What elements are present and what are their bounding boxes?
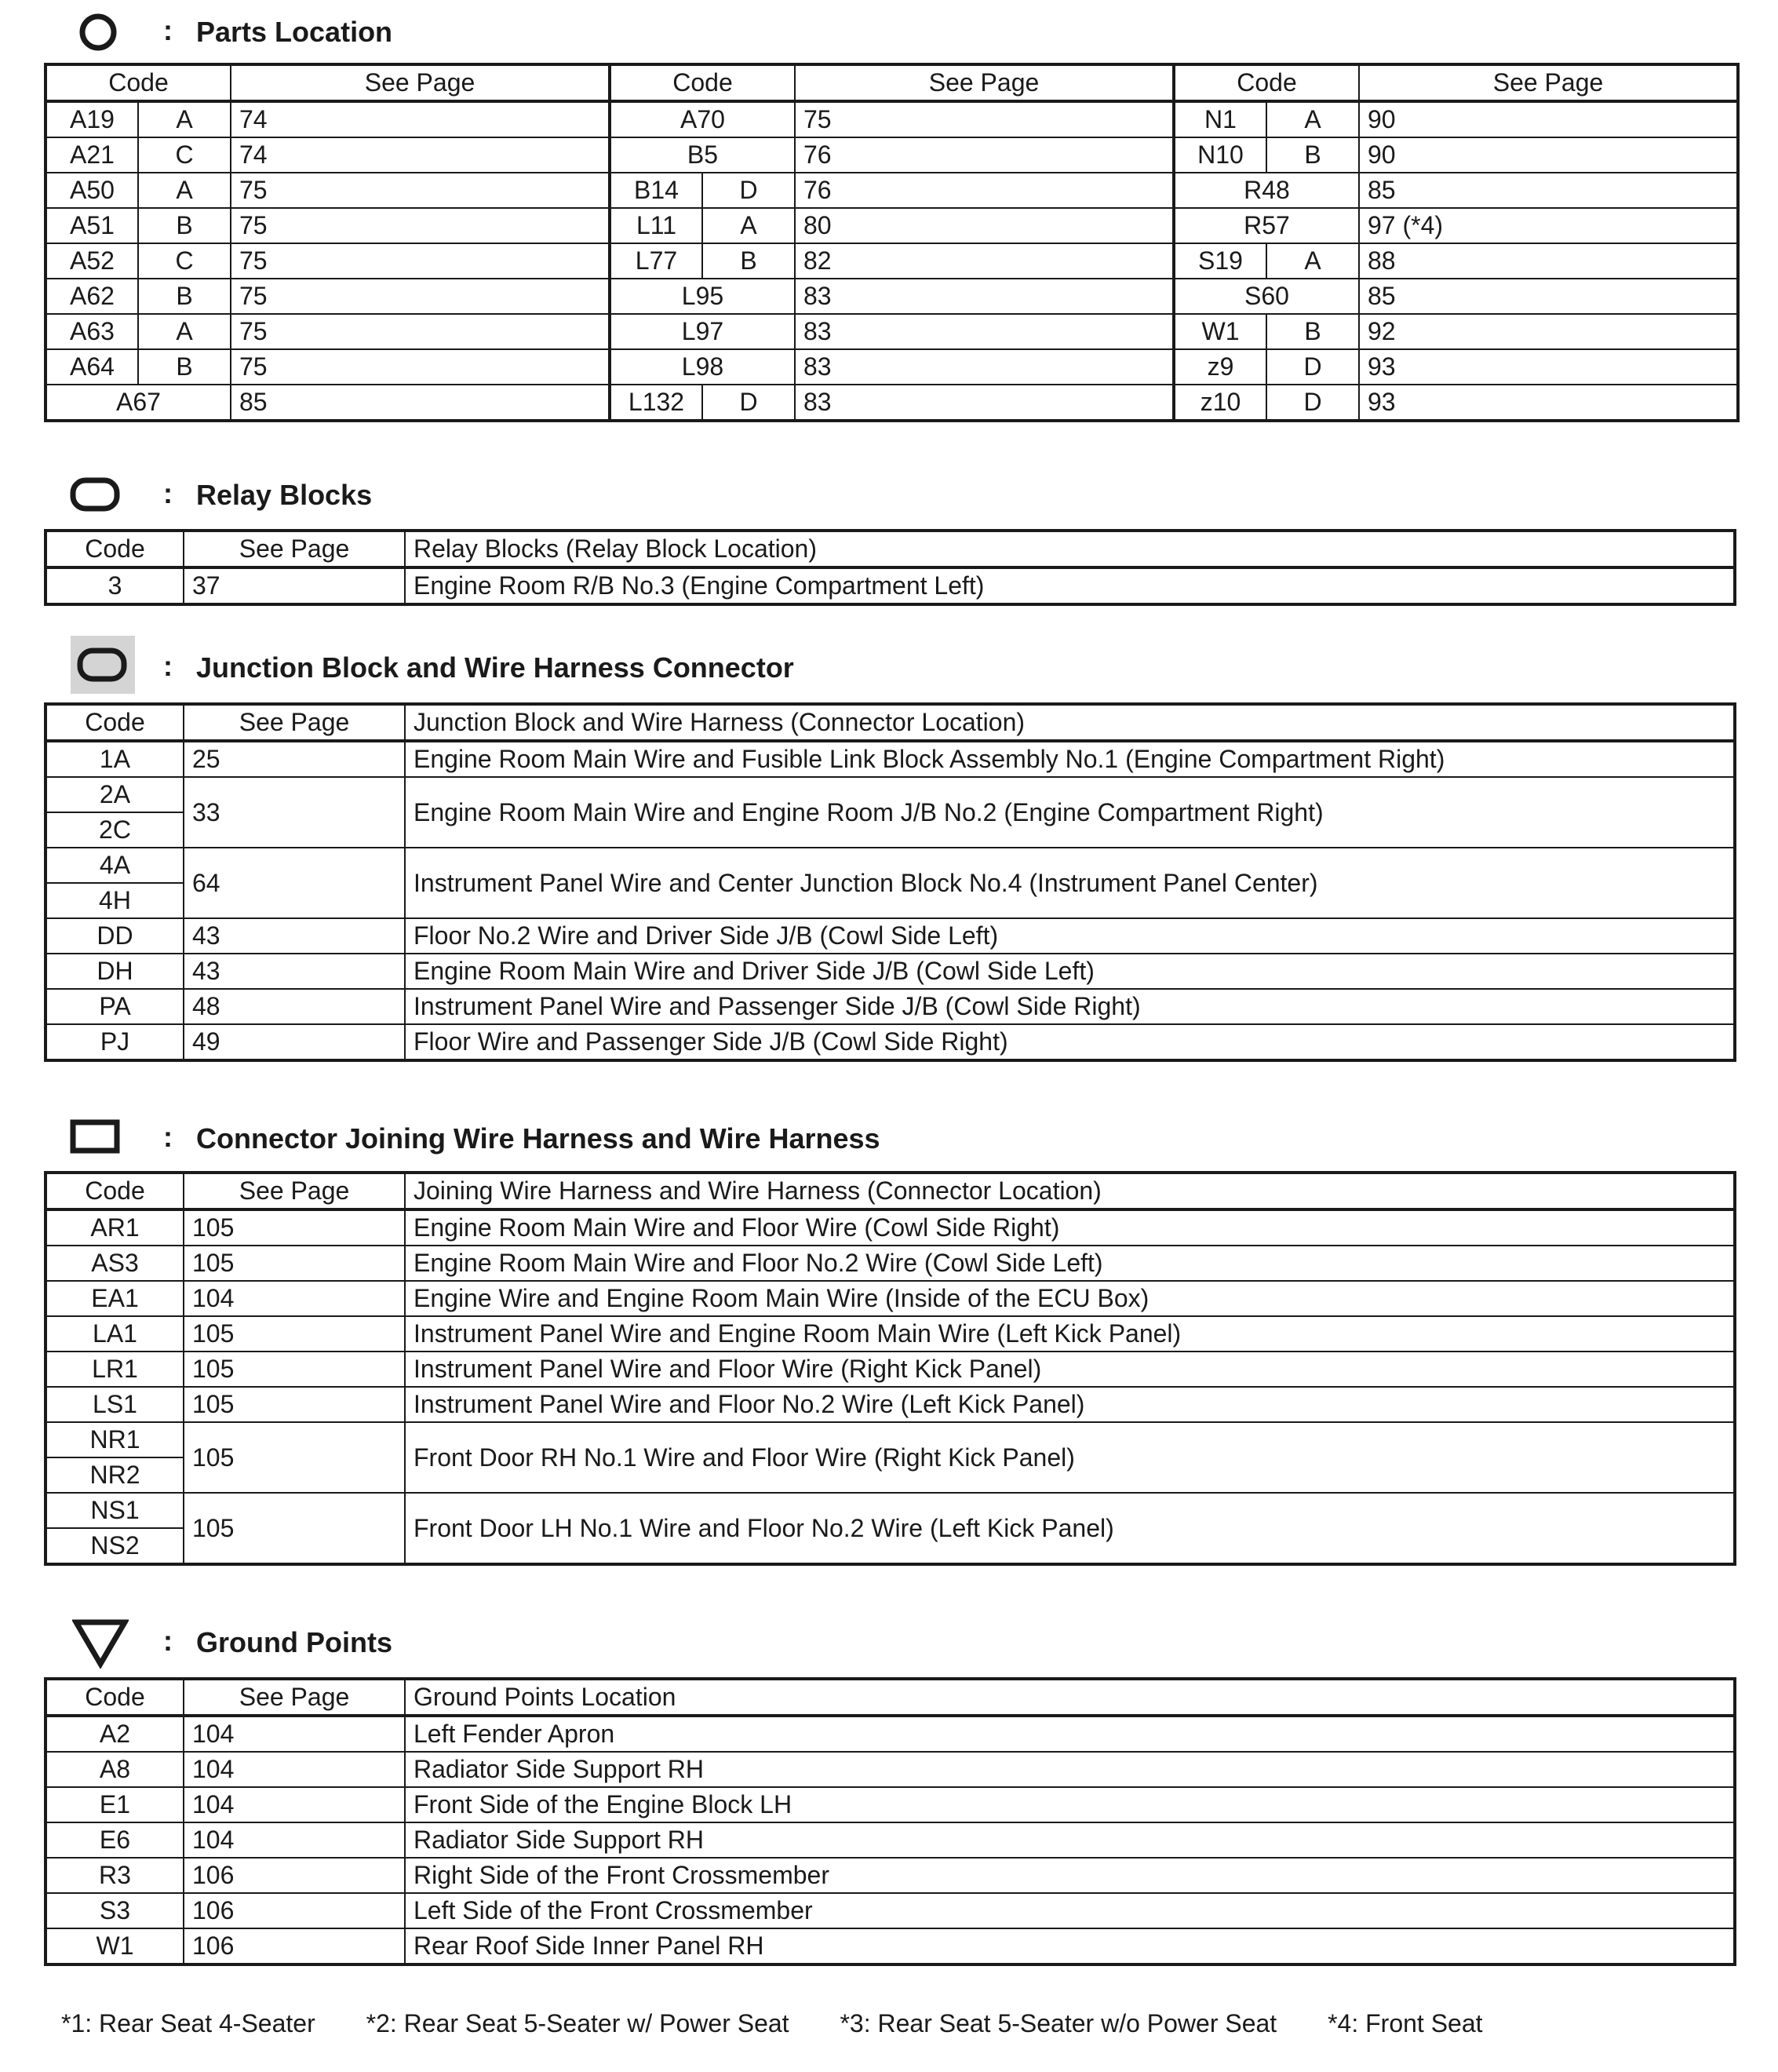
- table-row: [46, 1024, 1735, 1060]
- code-cell: PJ: [46, 1024, 184, 1060]
- page-cell: 49: [184, 1024, 405, 1060]
- page-cell: 106: [184, 1928, 405, 1964]
- location-cell: Engine Room Main Wire and Engine Room J/B No.2 (Engine Compartment Right): [405, 777, 1735, 848]
- code-cell: W1: [46, 1928, 184, 1964]
- table-row: [46, 173, 1738, 208]
- section-title: Relay Blocks: [196, 479, 373, 511]
- column-header: Code: [46, 64, 231, 101]
- table-row: [46, 567, 1735, 604]
- page-cell: 106: [184, 1858, 405, 1893]
- table-row: [46, 349, 1738, 385]
- header-row: [46, 1679, 1735, 1716]
- table-row: [46, 1387, 1735, 1422]
- location-cell: Engine Room Main Wire and Floor No.2 Wire (Cowl Side Left): [405, 1246, 1735, 1281]
- table-row: [46, 1787, 1735, 1822]
- table-row: [46, 741, 1735, 777]
- column-header: See Page: [1359, 64, 1738, 101]
- code-cell: A51: [46, 208, 138, 243]
- column-header: See Page: [231, 64, 610, 101]
- page-cell: 97 (*4): [1359, 208, 1738, 243]
- page-cell: 105: [184, 1209, 405, 1246]
- table-row: [46, 1493, 1735, 1528]
- relay-blocks-header: [0, 463, 1778, 526]
- table-row: [46, 848, 1735, 883]
- page-cell: 105: [184, 1352, 405, 1387]
- table-row: [46, 208, 1738, 243]
- page-cell: 92: [1359, 314, 1738, 349]
- code-cell: E6: [46, 1822, 184, 1858]
- footnote: *4: Front Seat: [1328, 2009, 1483, 2037]
- page-cell: 85: [231, 385, 610, 421]
- location-cell: Left Side of the Front Crossmember: [405, 1893, 1735, 1928]
- table-row: [46, 137, 1738, 173]
- connector-letter-cell: A: [1266, 101, 1359, 137]
- location-cell: Engine Room R/B No.3 (Engine Compartment Left): [405, 567, 1735, 604]
- header-row: [46, 64, 1738, 101]
- location-cell: Front Side of the Engine Block LH: [405, 1787, 1735, 1822]
- table-row: [46, 1316, 1735, 1352]
- table-row: [46, 1858, 1735, 1893]
- code-cell: LR1: [46, 1352, 184, 1387]
- triangle-down-icon: [72, 1618, 129, 1669]
- column-header: Ground Points Location: [405, 1679, 1735, 1716]
- table-row: [46, 385, 1738, 421]
- connector-letter-cell: A: [1266, 243, 1359, 279]
- code-cell: L77: [610, 243, 702, 279]
- page-cell: 74: [231, 101, 610, 137]
- column-header: Code: [46, 531, 184, 567]
- connector-table: [44, 1171, 1736, 1566]
- page-cell: 104: [184, 1752, 405, 1787]
- location-cell: Rear Roof Side Inner Panel RH: [405, 1928, 1735, 1964]
- page-cell: 75: [231, 279, 610, 314]
- code-cell: L97: [610, 314, 795, 349]
- page-cell: 43: [184, 954, 405, 989]
- connector-letter-cell: B: [702, 243, 795, 279]
- code-cell: N1: [1174, 101, 1266, 137]
- connector-letter-cell: B: [138, 208, 231, 243]
- code-cell: DD: [46, 918, 184, 954]
- code-cell: S19: [1174, 243, 1266, 279]
- table-row: [46, 954, 1735, 989]
- code-cell: 4A: [46, 848, 184, 883]
- connector-letter-cell: D: [702, 173, 795, 208]
- connector-letter-cell: A: [702, 208, 795, 243]
- page-cell: 93: [1359, 349, 1738, 385]
- column-header: See Page: [795, 64, 1174, 101]
- table-row: [46, 243, 1738, 279]
- code-cell: A21: [46, 137, 138, 173]
- page-cell: 83: [795, 279, 1174, 314]
- table-row: [46, 279, 1738, 314]
- column-header: Relay Blocks (Relay Block Location): [405, 531, 1735, 567]
- code-cell: R3: [46, 1858, 184, 1893]
- code-cell: A62: [46, 279, 138, 314]
- code-cell: 2C: [46, 812, 184, 848]
- section-title: Parts Location: [196, 16, 393, 48]
- code-cell: AR1: [46, 1209, 184, 1246]
- page-cell: 75: [795, 101, 1174, 137]
- code-cell: L95: [610, 279, 795, 314]
- code-cell: A64: [46, 349, 138, 385]
- location-cell: Engine Wire and Engine Room Main Wire (Inside of the ECU Box): [405, 1281, 1735, 1316]
- code-cell: A70: [610, 101, 795, 137]
- table-row: [46, 1928, 1735, 1964]
- table-row: [46, 1352, 1735, 1387]
- location-cell: Radiator Side Support RH: [405, 1822, 1735, 1858]
- page-cell: 104: [184, 1281, 405, 1316]
- page-cell: 83: [795, 314, 1174, 349]
- column-header: Code: [46, 704, 184, 741]
- code-cell: 3: [46, 567, 184, 604]
- page-cell: 104: [184, 1787, 405, 1822]
- page-cell: 80: [795, 208, 1174, 243]
- connector-letter-cell: A: [138, 314, 231, 349]
- connector-header: [0, 1107, 1778, 1169]
- code-cell: A67: [46, 385, 231, 421]
- parts-location-table: [44, 63, 1740, 422]
- code-cell: NS1: [46, 1493, 184, 1528]
- page-cell: 105: [184, 1316, 405, 1352]
- page-cell: 88: [1359, 243, 1738, 279]
- table-row: [46, 101, 1738, 137]
- location-cell: Left Fender Apron: [405, 1716, 1735, 1752]
- code-cell: z9: [1174, 349, 1266, 385]
- parts-location-header: [0, 0, 1778, 63]
- code-cell: LS1: [46, 1387, 184, 1422]
- code-cell: NR2: [46, 1457, 184, 1493]
- column-header: Code: [610, 64, 795, 101]
- page-cell: 85: [1359, 173, 1738, 208]
- column-header: See Page: [184, 1173, 405, 1209]
- location-cell: Front Door RH No.1 Wire and Floor Wire (Right Kick Panel): [405, 1422, 1735, 1493]
- code-cell: 1A: [46, 741, 184, 777]
- page-cell: 90: [1359, 137, 1738, 173]
- shaded-rounded-rect-icon: [71, 636, 135, 694]
- table-row: [46, 989, 1735, 1024]
- header-row: [46, 704, 1735, 741]
- header-row: [46, 1173, 1735, 1209]
- location-cell: Floor Wire and Passenger Side J/B (Cowl Side Right): [405, 1024, 1735, 1060]
- code-cell: z10: [1174, 385, 1266, 421]
- page-cell: 85: [1359, 279, 1738, 314]
- section-title: Ground Points: [196, 1626, 392, 1658]
- page-cell: 75: [231, 349, 610, 385]
- table-row: [46, 1752, 1735, 1787]
- table-row: [46, 1716, 1735, 1752]
- page-cell: 75: [231, 314, 610, 349]
- section-title: Junction Block and Wire Harness Connector: [196, 651, 794, 684]
- code-cell: A2: [46, 1716, 184, 1752]
- page-cell: 76: [795, 137, 1174, 173]
- section-colon: :: [163, 477, 173, 509]
- page-cell: 104: [184, 1822, 405, 1858]
- code-cell: PA: [46, 989, 184, 1024]
- code-cell: 4H: [46, 883, 184, 918]
- page-cell: 93: [1359, 385, 1738, 421]
- code-cell: W1: [1174, 314, 1266, 349]
- page-cell: 48: [184, 989, 405, 1024]
- table-row: [46, 314, 1738, 349]
- column-header: Joining Wire Harness and Wire Harness (Connector Location): [405, 1173, 1735, 1209]
- code-cell: LA1: [46, 1316, 184, 1352]
- footnote: *2: Rear Seat 5-Seater w/ Power Seat: [366, 2009, 789, 2037]
- page-cell: 104: [184, 1716, 405, 1752]
- relay-blocks-table: [44, 529, 1736, 606]
- page-cell: 106: [184, 1893, 405, 1928]
- location-cell: Engine Room Main Wire and Driver Side J/B (Cowl Side Left): [405, 954, 1735, 989]
- code-cell: A63: [46, 314, 138, 349]
- table-row: [46, 1422, 1735, 1457]
- column-header: See Page: [184, 531, 405, 567]
- code-cell: L11: [610, 208, 702, 243]
- section-colon: :: [163, 650, 173, 682]
- table-row: [46, 1209, 1735, 1246]
- location-cell: Right Side of the Front Crossmember: [405, 1858, 1735, 1893]
- page-cell: 33: [184, 777, 405, 848]
- table-row: [46, 1281, 1735, 1316]
- page-cell: 37: [184, 567, 405, 604]
- page-cell: 90: [1359, 101, 1738, 137]
- footnote: *3: Rear Seat 5-Seater w/o Power Seat: [840, 2009, 1277, 2037]
- circle-icon: [78, 13, 118, 52]
- column-header: Code: [46, 1679, 184, 1716]
- column-header: See Page: [184, 1679, 405, 1716]
- rectangle-icon: [69, 1118, 122, 1157]
- code-cell: EA1: [46, 1281, 184, 1316]
- page-cell: 75: [231, 208, 610, 243]
- connector-letter-cell: B: [1266, 137, 1359, 173]
- page-cell: 64: [184, 848, 405, 918]
- column-header: See Page: [184, 704, 405, 741]
- code-cell: R57: [1174, 208, 1359, 243]
- connector-letter-cell: B: [138, 279, 231, 314]
- location-cell: Front Door LH No.1 Wire and Floor No.2 Wire (Left Kick Panel): [405, 1493, 1735, 1564]
- header-row: [46, 531, 1735, 567]
- page-cell: 76: [795, 173, 1174, 208]
- location-cell: Radiator Side Support RH: [405, 1752, 1735, 1787]
- page-cell: 105: [184, 1246, 405, 1281]
- junction-block-table: [44, 702, 1736, 1062]
- location-cell: Floor No.2 Wire and Driver Side J/B (Cowl Side Left): [405, 918, 1735, 954]
- page-cell: 75: [231, 243, 610, 279]
- table-row: [46, 777, 1735, 812]
- connector-letter-cell: C: [138, 243, 231, 279]
- code-cell: B5: [610, 137, 795, 173]
- code-cell: L132: [610, 385, 702, 421]
- code-cell: E1: [46, 1787, 184, 1822]
- location-cell: Engine Room Main Wire and Floor Wire (Cowl Side Right): [405, 1209, 1735, 1246]
- connector-letter-cell: A: [138, 173, 231, 208]
- section-colon: :: [163, 14, 173, 46]
- code-cell: NR1: [46, 1422, 184, 1457]
- code-cell: B14: [610, 173, 702, 208]
- junction-block-header: [0, 636, 1778, 699]
- page-cell: 105: [184, 1422, 405, 1493]
- column-header: Code: [1174, 64, 1359, 101]
- page-cell: 74: [231, 137, 610, 173]
- code-cell: N10: [1174, 137, 1266, 173]
- code-cell: AS3: [46, 1246, 184, 1281]
- connector-letter-cell: B: [1266, 314, 1359, 349]
- page-cell: 105: [184, 1493, 405, 1564]
- location-cell: Instrument Panel Wire and Engine Room Main Wire (Left Kick Panel): [405, 1316, 1735, 1352]
- code-cell: A50: [46, 173, 138, 208]
- code-cell: DH: [46, 954, 184, 989]
- page-cell: 43: [184, 918, 405, 954]
- table-row: [46, 1893, 1735, 1928]
- location-cell: Instrument Panel Wire and Floor Wire (Right Kick Panel): [405, 1352, 1735, 1387]
- footnote: *1: Rear Seat 4-Seater: [61, 2009, 315, 2037]
- table-row: [46, 1246, 1735, 1281]
- location-cell: Instrument Panel Wire and Center Junction Block No.4 (Instrument Panel Center): [405, 848, 1735, 918]
- code-cell: NS2: [46, 1528, 184, 1564]
- page-cell: 82: [795, 243, 1174, 279]
- connector-letter-cell: A: [138, 101, 231, 137]
- code-cell: S3: [46, 1893, 184, 1928]
- page-cell: 25: [184, 741, 405, 777]
- ground-points-table: [44, 1677, 1736, 1966]
- page-cell: 75: [231, 173, 610, 208]
- ground-points-header: [0, 1611, 1778, 1673]
- footnotes: [61, 2009, 1756, 2038]
- table-row: [46, 918, 1735, 954]
- page-cell: 105: [184, 1387, 405, 1422]
- connector-letter-cell: D: [1266, 349, 1359, 385]
- code-cell: R48: [1174, 173, 1359, 208]
- code-cell: A52: [46, 243, 138, 279]
- code-cell: L98: [610, 349, 795, 385]
- connector-letter-cell: B: [138, 349, 231, 385]
- table-row: [46, 1822, 1735, 1858]
- rounded-rect-icon: [69, 476, 122, 515]
- connector-letter-cell: D: [1266, 385, 1359, 421]
- connector-letter-cell: C: [138, 137, 231, 173]
- page-cell: 83: [795, 385, 1174, 421]
- location-cell: Instrument Panel Wire and Floor No.2 Wire (Left Kick Panel): [405, 1387, 1735, 1422]
- location-cell: Engine Room Main Wire and Fusible Link Block Assembly No.1 (Engine Compartment Right): [405, 741, 1735, 777]
- section-colon: :: [163, 1625, 173, 1657]
- code-cell: 2A: [46, 777, 184, 812]
- column-header: Code: [46, 1173, 184, 1209]
- section-title: Connector Joining Wire Harness and Wire Harness: [196, 1122, 880, 1155]
- location-cell: Instrument Panel Wire and Passenger Side J/B (Cowl Side Right): [405, 989, 1735, 1024]
- page-cell: 83: [795, 349, 1174, 385]
- code-cell: A8: [46, 1752, 184, 1787]
- section-colon: :: [163, 1121, 173, 1153]
- code-cell: A19: [46, 101, 138, 137]
- connector-letter-cell: D: [702, 385, 795, 421]
- code-cell: S60: [1174, 279, 1359, 314]
- column-header: Junction Block and Wire Harness (Connector Location): [405, 704, 1735, 741]
